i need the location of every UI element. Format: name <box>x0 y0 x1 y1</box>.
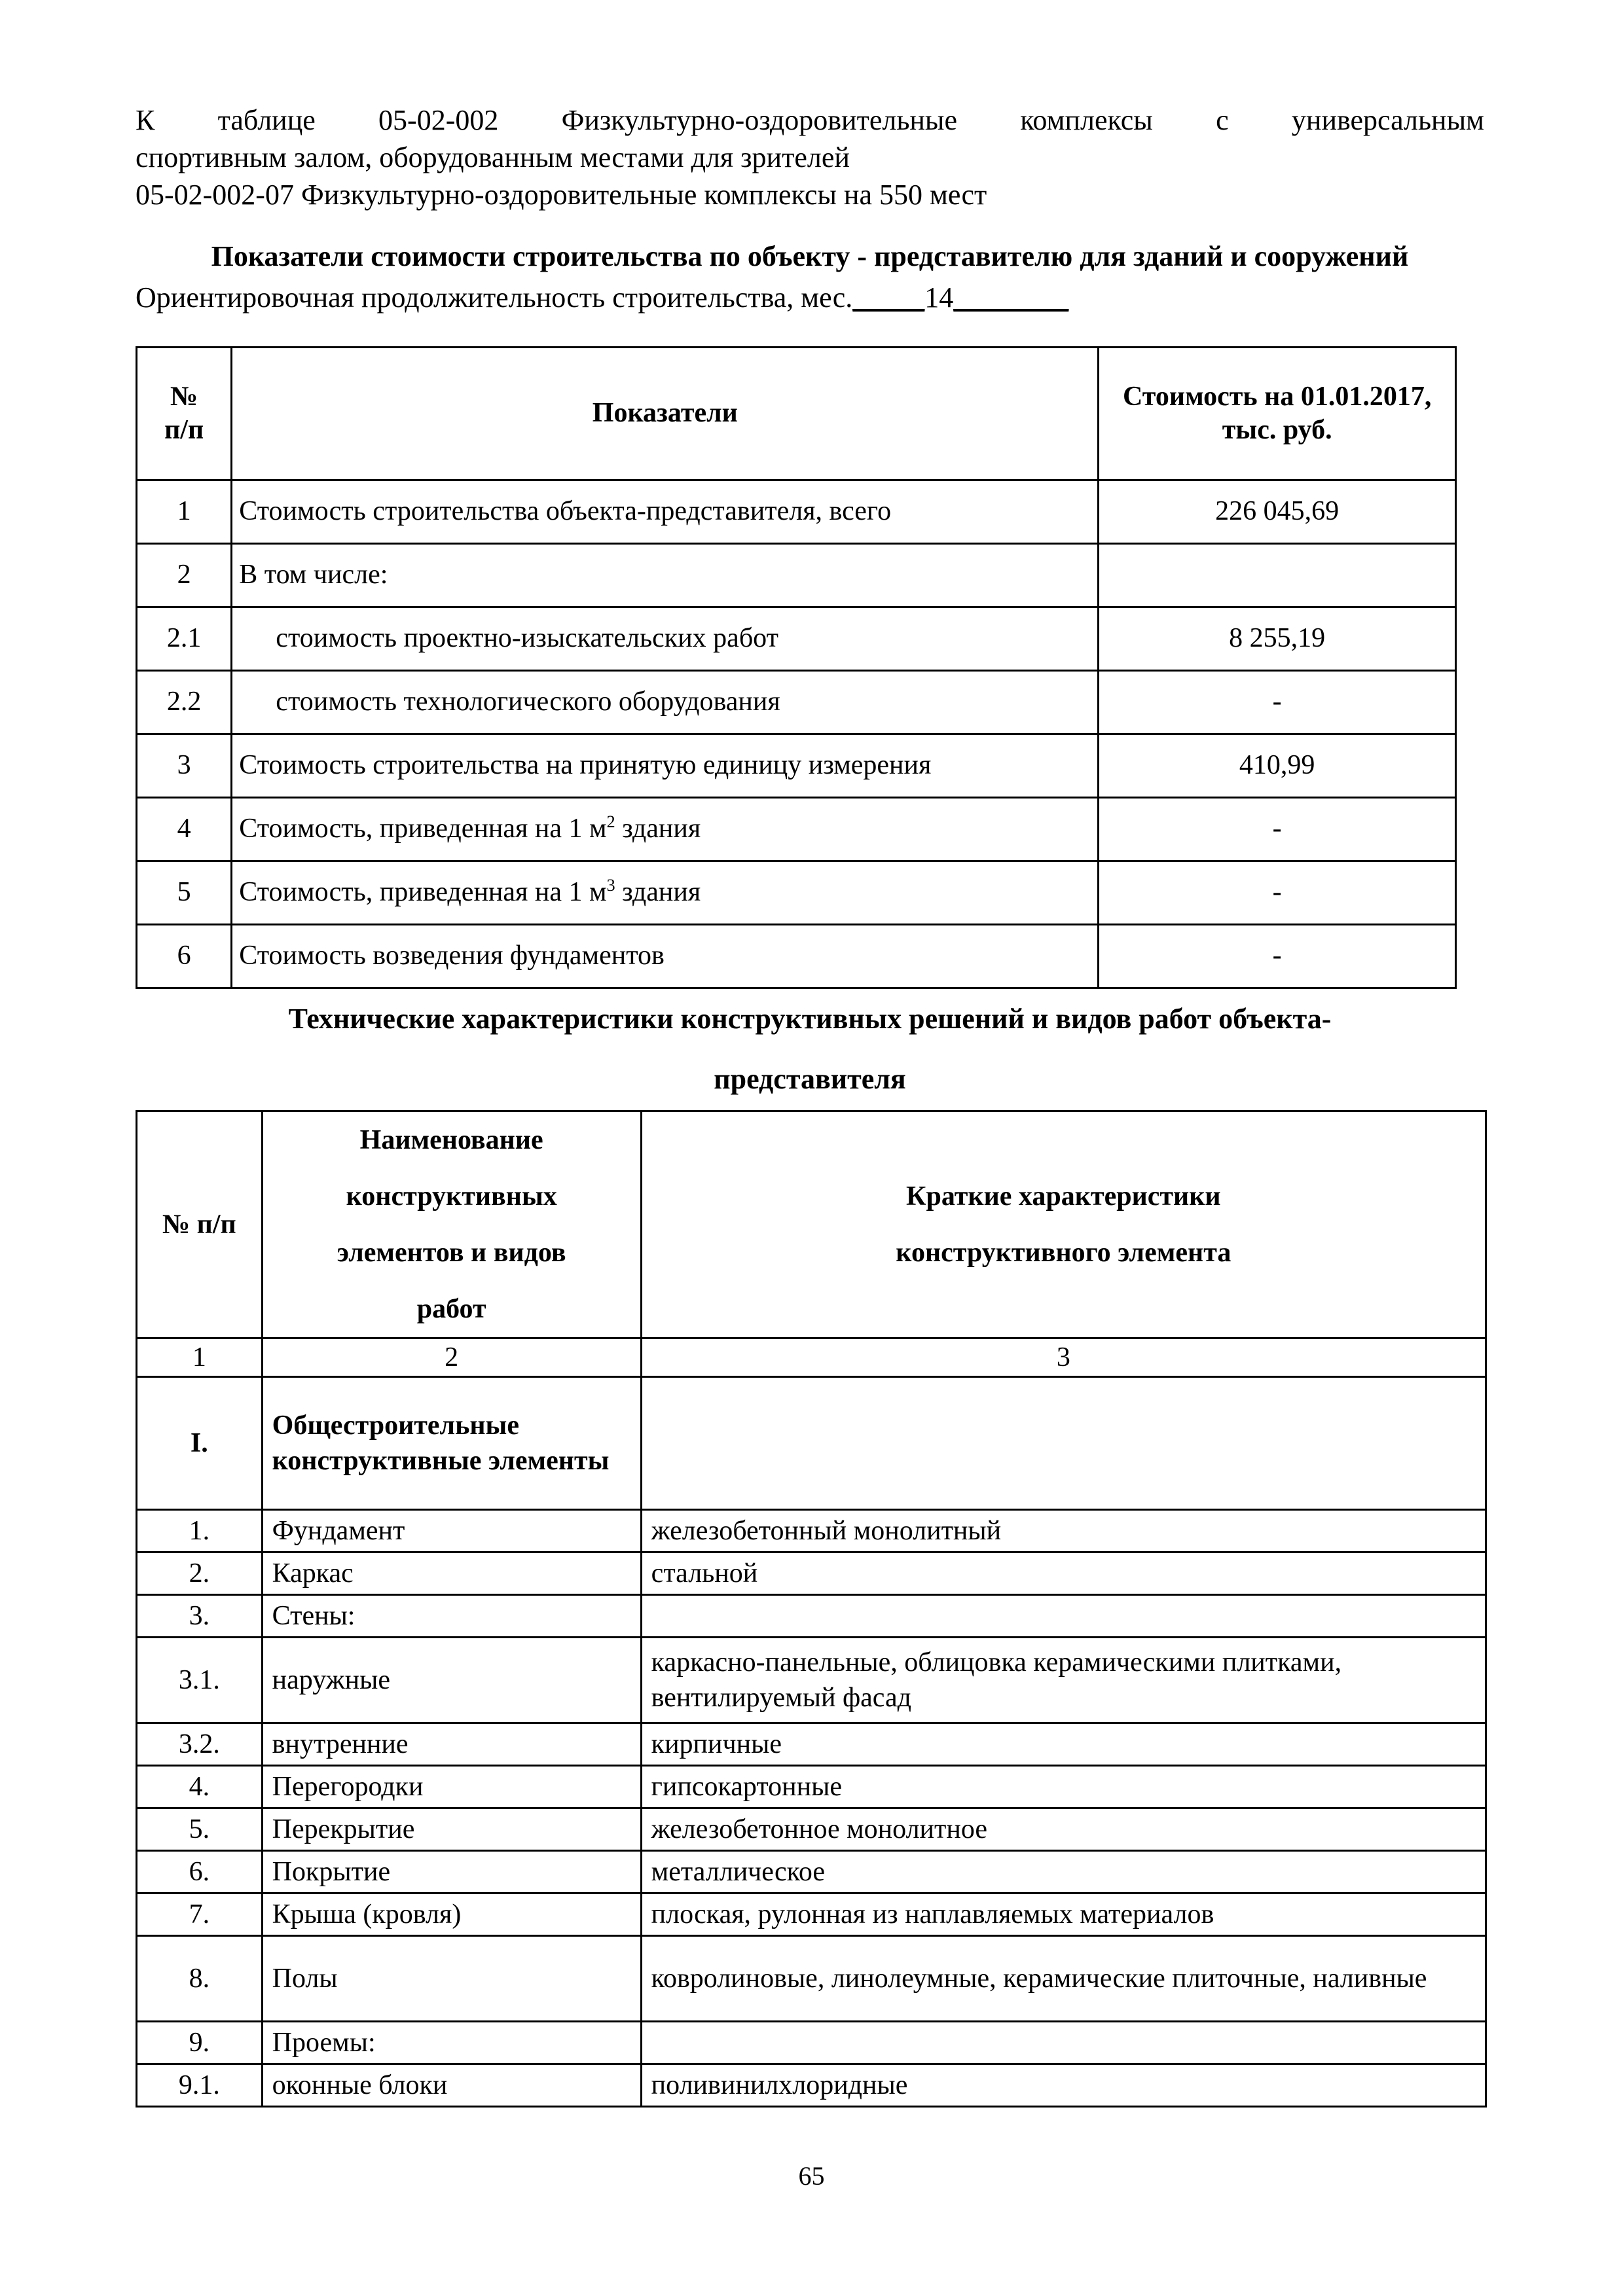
unit-exponent: 3 <box>606 876 615 895</box>
intro-line-3: 05-02-002-07 Физкультурно-оздоровительные комплексы на 550 мест <box>136 179 987 211</box>
indicator-cell: стоимость технологического оборудования <box>232 670 1099 734</box>
cost-value-cell: 8 255,19 <box>1099 607 1456 670</box>
row-number-cell: 2. <box>137 1552 263 1595</box>
header-char-line2: конструктивного элемента <box>896 1237 1231 1268</box>
row-number-cell: 9. <box>137 2022 263 2064</box>
header-name-line1: Наименование <box>359 1124 543 1155</box>
header-cell-no <box>137 347 232 480</box>
indicator-cell: Стоимость строительства на принятую единицу измерения <box>232 734 1099 797</box>
cost-table-body <box>137 480 1456 988</box>
row-number-cell: 5 <box>137 861 232 924</box>
indicator-cell: стоимость проектно-изыскательских работ <box>232 607 1099 670</box>
row-number-cell: 1 <box>137 480 232 543</box>
row-number-cell: 9.1. <box>137 2064 263 2107</box>
section-1-heading: Показатели стоимости строительства по объекту - представителю для зданий и сооружений <box>211 240 1409 272</box>
row-number-cell: 4 <box>137 797 232 861</box>
row-number-cell: 8. <box>137 1936 263 2022</box>
column-number-cell: 1 <box>137 1338 263 1377</box>
cost-table-head <box>137 347 1456 480</box>
table-row <box>137 670 1456 734</box>
row-number-cell: 3.1. <box>137 1638 263 1723</box>
table-row <box>137 797 1456 861</box>
characteristic-cell: железобетонный монолитный <box>641 1510 1486 1552</box>
row-number-cell: 3.2. <box>137 1723 263 1766</box>
table-row <box>137 1766 1486 1808</box>
cost-value-cell: - <box>1099 924 1456 988</box>
element-name-cell: Стены: <box>262 1595 641 1638</box>
table-row <box>137 1893 1486 1936</box>
duration-underline-trail: ________ <box>953 281 1069 314</box>
row-number-cell: 1. <box>137 1510 263 1552</box>
element-name-cell: внутренние <box>262 1723 641 1766</box>
row-number-cell: 2.2 <box>137 670 232 734</box>
row-number-cell: 6. <box>137 1851 263 1893</box>
table-row <box>137 480 1456 543</box>
header-no-line1: № <box>170 381 198 412</box>
header-name-line3: элементов и видов <box>337 1237 566 1268</box>
table-row <box>137 2022 1486 2064</box>
section-2-heading-line2: представителя <box>714 1063 906 1096</box>
table-row <box>137 861 1456 924</box>
table-row <box>137 1808 1486 1851</box>
cost-value-cell: - <box>1099 861 1456 924</box>
section-2-heading-line1: Технические характеристики конструктивных решений и видов работ объекта- <box>288 1002 1332 1035</box>
header-char-line1: Краткие характеристики <box>906 1181 1221 1211</box>
characteristic-cell <box>641 1595 1486 1638</box>
element-name-cell: Полы <box>262 1936 641 2022</box>
cost-value-cell: 410,99 <box>1099 734 1456 797</box>
page-number: 65 <box>798 2161 825 2191</box>
row-number-cell: 2 <box>137 543 232 607</box>
indicator-cell: Стоимость строительства объекта-представителя, всего <box>232 480 1099 543</box>
cost-indicators-table-wrap <box>136 346 1457 989</box>
header-cost-line1: Стоимость на 01.01.2017, <box>1123 381 1432 412</box>
column-number-row <box>137 1338 1486 1377</box>
duration-underline-lead: _____ <box>852 281 925 314</box>
header-name-line4: работ <box>416 1294 486 1324</box>
technical-characteristics-table-wrap <box>136 1110 1487 2108</box>
element-name-cell: Перекрытие <box>262 1808 641 1851</box>
unit-exponent: 2 <box>606 812 615 832</box>
intro-line-1: К таблице 05-02-002 Физкультурно-оздоровительные комплексы с универсальным <box>136 104 1484 136</box>
table-row <box>137 543 1456 607</box>
characteristic-cell: металлическое <box>641 1851 1486 1893</box>
element-name-cell: Перегородки <box>262 1766 641 1808</box>
characteristic-cell: железобетонное монолитное <box>641 1808 1486 1851</box>
element-name-cell: Каркас <box>262 1552 641 1595</box>
header-cell-indicator: Показатели <box>232 347 1099 480</box>
row-number-cell: 4. <box>137 1766 263 1808</box>
row-number-cell: 3 <box>137 734 232 797</box>
tech-table-body <box>137 1338 1486 2107</box>
characteristic-cell <box>641 2022 1486 2064</box>
duration-value: 14 <box>924 281 954 314</box>
technical-characteristics-table <box>136 1110 1487 2108</box>
table-row <box>137 1595 1486 1638</box>
cost-value-cell <box>1099 543 1456 607</box>
characteristic-cell: ковролиновые, линолеумные, керамические плиточные, наливные <box>641 1936 1486 2022</box>
intro-block <box>136 101 1484 214</box>
element-name-cell: Покрытие <box>262 1851 641 1893</box>
row-number-cell: 3. <box>137 1595 263 1638</box>
table-row <box>137 1552 1486 1595</box>
element-name-cell: наружные <box>262 1638 641 1723</box>
header-name-line2: конструктивных <box>346 1181 557 1211</box>
element-name-cell: Крыша (кровля) <box>262 1893 641 1936</box>
characteristic-cell: плоская, рулонная из наплавляемых материалов <box>641 1893 1486 1936</box>
header-cell-no: № п/п <box>137 1111 263 1338</box>
table-row <box>137 924 1456 988</box>
indicator-cell: Стоимость возведения фундаментов <box>232 924 1099 988</box>
characteristic-cell: поливинилхлоридные <box>641 2064 1486 2107</box>
table-row <box>137 734 1456 797</box>
indicator-cell: Стоимость, приведенная на 1 $м^2$ здания <box>232 797 1099 861</box>
table-row <box>137 2064 1486 2107</box>
row-number-cell: 5. <box>137 1808 263 1851</box>
table-row <box>137 1510 1486 1552</box>
cost-value-cell: 226 045,69 <box>1099 480 1456 543</box>
characteristic-cell: гипсокартонные <box>641 1766 1486 1808</box>
characteristic-cell: каркасно-панельные, облицовка керамическими плитками, вентилируемый фасад <box>641 1638 1486 1723</box>
row-number-cell: 6 <box>137 924 232 988</box>
indicator-cell: Стоимость, приведенная на 1 $м^3$ здания <box>232 861 1099 924</box>
characteristic-cell <box>641 1377 1486 1510</box>
table-row <box>137 1936 1486 2022</box>
header-cell-name <box>262 1111 641 1338</box>
column-number-cell: 2 <box>262 1338 641 1377</box>
column-number-cell: 3 <box>641 1338 1486 1377</box>
table-header-row <box>137 347 1456 480</box>
cost-value-cell: - <box>1099 670 1456 734</box>
row-number-cell: I. <box>137 1377 263 1510</box>
element-name-cell: Проемы: <box>262 2022 641 2064</box>
header-cost-line2: тыс. руб. <box>1222 414 1332 445</box>
construction-duration-line <box>136 279 1484 316</box>
table-row <box>137 1851 1486 1893</box>
intro-line-2: спортивным залом, оборудованным местами для зрителей <box>136 141 850 174</box>
header-cell-characteristic <box>641 1111 1486 1338</box>
characteristic-cell: стальной <box>641 1552 1486 1595</box>
table-row <box>137 1377 1486 1510</box>
row-number-cell: 7. <box>137 1893 263 1936</box>
header-cell-cost <box>1099 347 1456 480</box>
table-header-row <box>137 1111 1486 1338</box>
duration-label: Ориентировочная продолжительность строительства, мес. <box>136 281 853 314</box>
table-row <box>137 1638 1486 1723</box>
characteristic-cell: кирпичные <box>641 1723 1486 1766</box>
cost-indicators-table <box>136 346 1457 989</box>
element-name-cell: Общестроительные конструктивные элементы <box>262 1377 641 1510</box>
indicator-cell: В том числе: <box>232 543 1099 607</box>
row-number-cell: 2.1 <box>137 607 232 670</box>
tech-table-head <box>137 1111 1486 1338</box>
element-name-cell: Фундамент <box>262 1510 641 1552</box>
element-name-cell: оконные блоки <box>262 2064 641 2107</box>
cost-value-cell: - <box>1099 797 1456 861</box>
section-2-heading <box>217 989 1402 1110</box>
table-row <box>137 1723 1486 1766</box>
table-row <box>137 607 1456 670</box>
header-no-line2: п/п <box>164 414 204 445</box>
